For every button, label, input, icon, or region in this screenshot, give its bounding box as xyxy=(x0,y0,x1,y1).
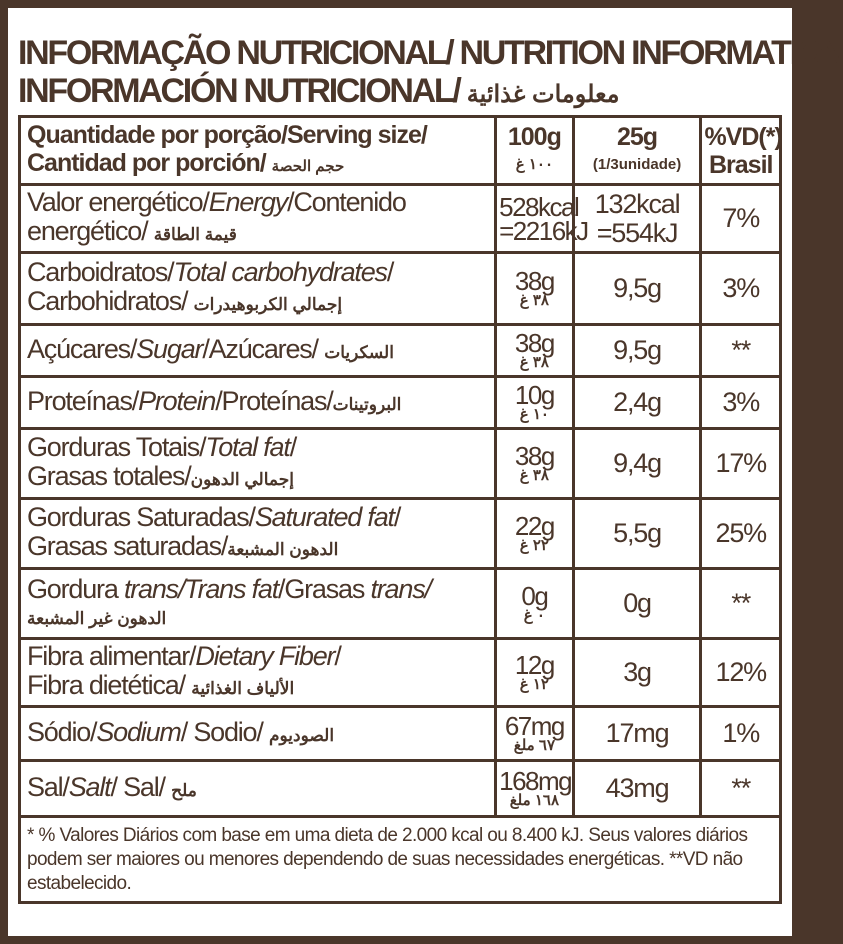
nutrient-label-line-2 xyxy=(27,532,488,564)
header-vd-sub: Brasil xyxy=(708,150,773,179)
label-es: /Azúcares/ xyxy=(202,333,318,364)
table-row xyxy=(20,707,781,761)
header-vd xyxy=(701,117,781,185)
label-pt: Gorduras Saturadas/ xyxy=(27,502,255,532)
label-en: Protein xyxy=(138,385,216,416)
label-arabic: السكريات xyxy=(324,342,394,362)
label-pt: Valor energético/ xyxy=(27,187,209,217)
label-arabic: الصوديوم xyxy=(269,725,335,745)
nutrient-label xyxy=(20,377,496,429)
value-100g xyxy=(496,253,574,325)
value-25g xyxy=(573,185,701,253)
value-100g xyxy=(496,707,574,761)
nutrient-label-line-1 xyxy=(27,503,488,532)
value-100g xyxy=(496,761,574,817)
value-100g-grams: 38g xyxy=(514,327,554,358)
header-vd-label: %VD(*) xyxy=(704,122,782,151)
label-es-italic: trans/ xyxy=(370,573,431,604)
nutrient-label xyxy=(20,639,496,707)
nutrient-label-line-1 xyxy=(27,433,488,462)
header-100g-label: 100g xyxy=(507,122,561,151)
label-pt-italic: trans xyxy=(123,573,178,604)
label-arabic: إجمالي الكربوهيدرات xyxy=(193,295,343,314)
value-100g-arabic: ١٢ غ xyxy=(519,675,549,693)
label-pt: Sódio/ xyxy=(27,716,97,747)
label-en: Salt xyxy=(68,771,111,802)
label-en: Total fat xyxy=(205,432,290,462)
title-line-2 xyxy=(18,72,782,114)
value-100g xyxy=(496,325,574,377)
label-es: /Contenido xyxy=(287,187,406,217)
value-25g: 0g xyxy=(573,569,701,639)
value-100g-arabic: ٦٧ ملغ xyxy=(513,736,556,754)
table-row xyxy=(20,639,781,707)
value-100g-arabic: ٣٨ غ xyxy=(519,466,549,484)
label-es: / Sal/ xyxy=(110,771,165,802)
nutrient-label-line-1 xyxy=(27,575,488,604)
label-es: / xyxy=(334,641,341,671)
header-label-line-2 xyxy=(27,149,488,181)
title-line-2-text: INFORMACIÓN NUTRICIONAL/ xyxy=(18,72,460,110)
label-line2: Fibra dietética/ xyxy=(27,670,185,700)
value-100g-arabic: ٣٨ غ xyxy=(519,291,549,309)
value-25g: 5,5g xyxy=(573,499,701,569)
label-arabic: الألياف الغذائية xyxy=(191,679,295,698)
value-100g-grams: 12g xyxy=(514,649,554,680)
label-arabic: البروتينات xyxy=(332,394,402,414)
table-row xyxy=(20,429,781,499)
value-100g-grams: 38g xyxy=(514,265,554,296)
value-vd: ** xyxy=(701,569,781,639)
value-25g-kj: =554kJ xyxy=(596,217,678,248)
value-100g xyxy=(496,429,574,499)
header-25g-label: 25g xyxy=(616,122,658,151)
nutrient-label-line-2 xyxy=(27,217,488,249)
value-25g-kcal: 132kcal xyxy=(594,188,680,219)
label-en: Energy xyxy=(208,187,288,217)
label-pt: Açúcares/ xyxy=(27,333,137,364)
label-es: / xyxy=(393,502,401,532)
table-row xyxy=(20,761,781,817)
header-25g-sub: (1/3unidade) xyxy=(592,155,682,173)
header-label-line-1: Quantidade por porção/Serving size/ xyxy=(27,120,427,149)
value-25g: 2,4g xyxy=(573,377,701,429)
nutrient-label-line-1 xyxy=(27,188,488,217)
value-100g-grams: 22g xyxy=(514,510,554,541)
value-100g-arabic: ٠ غ xyxy=(523,606,545,624)
nutrient-label-line-2 xyxy=(27,671,488,703)
table-row xyxy=(20,253,781,325)
value-vd: 3% xyxy=(701,377,781,429)
value-100g xyxy=(496,377,574,429)
nutrient-label-line-2 xyxy=(27,462,488,494)
label-es: /Proteínas/ xyxy=(215,385,333,416)
label-line2: Grasas saturadas/ xyxy=(27,531,228,561)
nutrient-label xyxy=(20,185,496,253)
title-line-1: INFORMAÇÃO NUTRICIONAL/ NUTRITION INFORMATION xyxy=(18,34,843,72)
nutrient-label xyxy=(20,253,496,325)
header-100g xyxy=(496,117,574,185)
label-pt: Proteínas/ xyxy=(27,385,139,416)
value-vd: 17% xyxy=(701,429,781,499)
label-line2: energético/ xyxy=(27,216,148,246)
label-en: Total carbohydrates xyxy=(173,257,387,287)
label-pt: Carboidratos/ xyxy=(27,257,174,287)
value-100g xyxy=(496,639,574,707)
value-vd: 1% xyxy=(701,707,781,761)
label-arabic: إجمالي الدهون xyxy=(190,470,294,489)
label-en: Saturated fat xyxy=(254,502,394,532)
value-100g-arabic: ٢٢ غ xyxy=(519,536,549,554)
nutrient-label xyxy=(20,429,496,499)
label-pt: Fibra alimentar/ xyxy=(27,641,196,671)
label-es: /Grasas xyxy=(278,573,371,604)
nutrient-label-line-1 xyxy=(27,642,488,671)
label-es: / xyxy=(386,257,394,287)
nutrient-label xyxy=(20,569,496,639)
footnote: * % Valores Diários com base em uma dieta de 2.000 kcal ou 8.400 kJ. Seus valores diários podem ser maiores ou menores dependendo de suas necessidades energéticas. **VD não estabelecido. xyxy=(20,817,781,903)
nutrition-table xyxy=(18,115,782,904)
value-vd: ** xyxy=(701,325,781,377)
label-en: Sugar xyxy=(136,333,203,364)
label-pt: Gorduras Totais/ xyxy=(27,432,206,462)
header-25g xyxy=(573,117,701,185)
value-25g: 17mg xyxy=(573,707,701,761)
value-100g xyxy=(496,499,574,569)
value-100g xyxy=(496,185,588,253)
label-en: /Trans fat xyxy=(177,573,279,604)
value-25g: 43mg xyxy=(573,761,701,817)
value-25g: 9,4g xyxy=(573,429,701,499)
footnote-row xyxy=(20,817,781,903)
value-100g-grams: 38g xyxy=(514,440,554,471)
value-100g-arabic: ١٦٨ ملغ xyxy=(509,791,560,809)
value-25g: 9,5g xyxy=(573,325,701,377)
header-label-es: Cantidad por porción/ xyxy=(27,148,266,177)
nutrient-label xyxy=(20,325,496,377)
header-100g-arabic: ١٠٠ غ xyxy=(515,155,554,173)
nutrient-label-line-2 xyxy=(27,287,488,319)
nutrition-label-panel xyxy=(8,8,843,936)
label-arabic: الدهون المشبعة xyxy=(227,540,339,559)
label-line2: Carbohidratos/ xyxy=(27,286,188,316)
value-vd: 3% xyxy=(701,253,781,325)
value-100g-mg: 168mg xyxy=(499,765,572,796)
label-en: Dietary Fiber xyxy=(195,641,335,671)
value-vd: ** xyxy=(701,761,781,817)
value-vd: 12% xyxy=(701,639,781,707)
title-line-2-arabic: معلومات غذائية xyxy=(466,81,620,108)
label-arabic: الدهون غير المشبعة xyxy=(27,608,167,628)
nutrient-label xyxy=(20,707,496,761)
table-row xyxy=(20,377,781,429)
label-arabic: ملح xyxy=(171,780,197,800)
value-100g-arabic: ٣٨ غ xyxy=(519,353,549,371)
label-line2: Grasas totales/ xyxy=(27,461,191,491)
value-100g-kj: =2216kJ xyxy=(499,215,588,246)
value-vd: 25% xyxy=(701,499,781,569)
nutrient-label xyxy=(20,499,496,569)
table-row xyxy=(20,185,781,253)
nutrient-label xyxy=(20,761,496,817)
header-serving-size xyxy=(20,117,496,185)
label-es: / xyxy=(289,432,296,462)
value-100g-arabic: ١٠ غ xyxy=(519,405,549,423)
label-arabic: قيمة الطاقة xyxy=(153,225,237,244)
value-25g: 9,5g xyxy=(573,253,701,325)
table-row xyxy=(20,499,781,569)
value-25g: 3g xyxy=(573,639,701,707)
table-row xyxy=(20,569,781,639)
value-100g xyxy=(496,569,574,639)
value-100g-kcal: 528kcal xyxy=(499,191,579,222)
header-label-arabic: حجم الحصة xyxy=(271,157,345,175)
value-100g-grams: 0g xyxy=(521,580,548,611)
table-row xyxy=(20,325,781,377)
value-100g-mg: 67mg xyxy=(504,710,564,741)
table-header-row xyxy=(20,117,781,185)
label-en: Sodium xyxy=(96,716,181,747)
value-vd: 7% xyxy=(701,185,781,253)
value-100g-grams: 10g xyxy=(514,379,554,410)
label-es: / Sodio/ xyxy=(180,716,263,747)
label-pt: Sal/ xyxy=(27,771,69,802)
nutrient-label-line-1 xyxy=(27,258,488,287)
label-pt: Gordura xyxy=(27,573,124,604)
